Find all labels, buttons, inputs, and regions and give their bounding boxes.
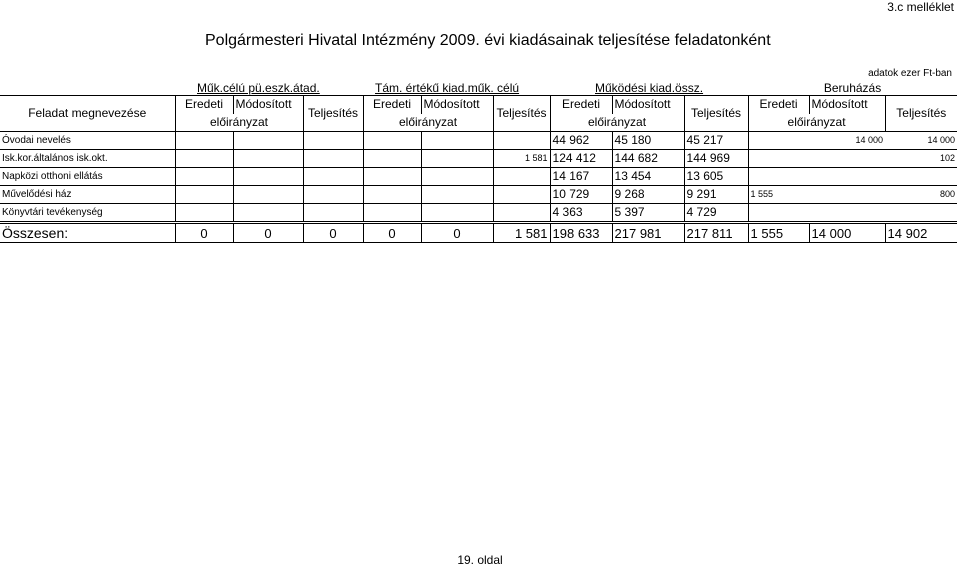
cell [175,150,233,168]
cell: 1 581 [493,150,550,168]
cell: 13 454 [612,168,684,186]
cell: 102 [885,150,957,168]
total-cell: 0 [175,223,233,243]
cell [748,168,809,186]
group-header-transfer: Műk.célú pü.eszk.átad. [197,82,320,95]
cell [748,132,809,150]
total-cell: 1 581 [493,223,550,243]
cell: 14 000 [885,132,957,150]
cell: 14 000 [809,132,885,150]
total-cell: 0 [421,223,493,243]
cell [175,204,233,223]
cell [493,186,550,204]
cell [363,150,421,168]
col-original: Eredeti [363,96,421,114]
cell [809,150,885,168]
cell: 5 397 [612,204,684,223]
cell [421,150,493,168]
page-number: 19. oldal [457,553,503,567]
cell: 144 969 [684,150,748,168]
cell [809,168,885,186]
row-header: Feladat megnevezése [0,96,175,132]
cell: 9 268 [612,186,684,204]
col-modified: Módosított [809,96,885,114]
cell: 44 962 [550,132,612,150]
cell [303,132,363,150]
total-row [0,223,957,243]
cell [363,168,421,186]
cell: 4 729 [684,204,748,223]
row-label: Művelődési ház [0,186,175,204]
total-cell: 14 902 [885,223,957,243]
table-row [0,150,957,168]
row-label: Napközi otthoni ellátás [0,168,175,186]
cell [175,132,233,150]
total-label: Összesen: [0,223,175,243]
cell [363,132,421,150]
col-performance: Teljesítés [684,96,748,132]
cell [493,204,550,223]
cell [493,132,550,150]
cell: 4 363 [550,204,612,223]
col-performance: Teljesítés [885,96,957,132]
group-header-support: Tám. értékű kiad.műk. célú [375,82,520,95]
cell [303,168,363,186]
group-header-operating: Működési kiad.össz. [595,82,704,95]
col-estimate: előirányzat [550,114,684,132]
row-label: Óvodai nevelés [0,132,175,150]
total-cell: 0 [303,223,363,243]
table-row [0,168,957,186]
cell [885,168,957,186]
cell: 1 555 [748,186,809,204]
total-cell: 198 633 [550,223,612,243]
cell [421,168,493,186]
col-modified: Módosított [612,96,684,114]
cell [233,186,303,204]
cell: 14 167 [550,168,612,186]
group-header-investment: Beruházás [823,82,882,95]
cell [233,132,303,150]
total-cell: 0 [233,223,303,243]
cell: 13 605 [684,168,748,186]
col-performance: Teljesítés [303,96,363,132]
cell: 9 291 [684,186,748,204]
cell: 144 682 [612,150,684,168]
col-original: Eredeti [175,96,233,114]
cell [303,204,363,223]
cell [303,186,363,204]
cell [175,186,233,204]
col-estimate: előirányzat [175,114,303,132]
cell [363,204,421,223]
cell [363,186,421,204]
cell [421,204,493,223]
row-label: Isk.kor.általános isk.okt. [0,150,175,168]
cell [233,168,303,186]
units-note: adatok ezer Ft-ban [868,68,952,79]
cell: 800 [885,186,957,204]
cell [809,186,885,204]
page-title: Polgármesteri Hivatal Intézmény 2009. évi kiadásainak teljesítése feladatonként [205,32,771,49]
col-estimate: előirányzat [363,114,493,132]
cell [493,168,550,186]
blank-header-cell [0,82,175,96]
cell: 10 729 [550,186,612,204]
expenditure-table [0,82,957,243]
cell [748,150,809,168]
row-label: Könyvtári tevékenység [0,204,175,223]
cell [421,186,493,204]
cell [748,204,809,223]
total-cell: 14 000 [809,223,885,243]
table-row [0,204,957,223]
col-original: Eredeti [748,96,809,114]
col-modified: Módosított [233,96,303,114]
cell [421,132,493,150]
cell: 45 180 [612,132,684,150]
cell [809,204,885,223]
cell: 45 217 [684,132,748,150]
col-performance: Teljesítés [493,96,550,132]
total-cell: 217 811 [684,223,748,243]
table-row [0,186,957,204]
annex-label: 3.c melléklet [887,0,954,14]
total-cell: 0 [363,223,421,243]
cell [303,150,363,168]
cell [233,204,303,223]
cell [233,150,303,168]
table-row [0,132,957,150]
cell [175,168,233,186]
cell: 124 412 [550,150,612,168]
total-cell: 217 981 [612,223,684,243]
total-cell: 1 555 [748,223,809,243]
col-modified: Módosított [421,96,493,114]
col-original: Eredeti [550,96,612,114]
cell [885,204,957,223]
col-estimate: előirányzat [748,114,885,132]
